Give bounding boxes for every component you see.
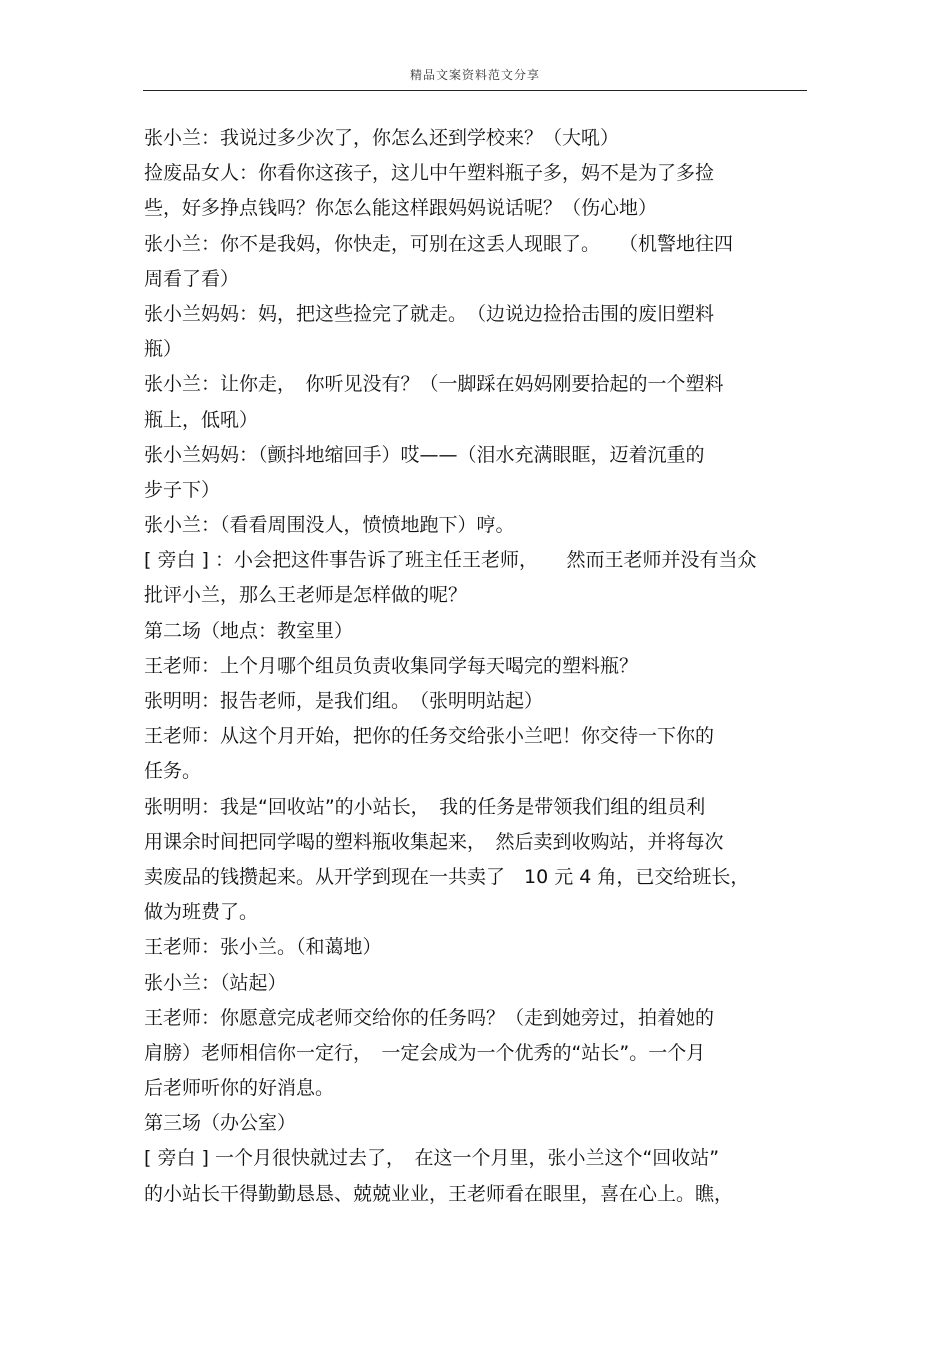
- text-line: 张小兰：（看看周围没人，愤愤地跑下）哼。: [144, 514, 515, 537]
- text-line: 瓶上，低吼）: [144, 408, 259, 431]
- text-line: 张小兰妈妈：妈，把这些捡完了就走。 （边说边捡拾击围的废旧塑料: [144, 302, 715, 325]
- text-line: 张小兰：让你走， 你听见没有？（一脚踩在妈妈刚要拾起的一个塑料: [144, 373, 724, 396]
- text-line: 任务。: [144, 760, 202, 783]
- text-line: 张小兰妈妈：（颤抖地缩回手）哎——（泪水充满眼眶，迈着沉重的: [144, 443, 705, 466]
- page-header: 精品文案资料范文分享: [409, 68, 540, 82]
- text-line: 用课余时间把同学喝的塑料瓶收集起来， 然后卖到收购站，并将每次: [144, 830, 724, 853]
- text-line: 卖废品的钱攒起来。从开学到现在一共卖了 10 元 4 角，已交给班长，: [144, 865, 750, 888]
- text-line: 第三场（办公室）: [144, 1112, 297, 1135]
- text-line: 王老师：你愿意完成老师交给你的任务吗？（走到她旁过，拍着她的: [144, 1006, 715, 1029]
- text-line: 张明明：我是“回收站”的小站长， 我的任务是带领我们组的组员利: [144, 795, 706, 818]
- text-line: 张小兰：你不是我妈，你快走，可别在这丢人现眼了。 （机警地往四: [144, 232, 734, 255]
- text-line: 张小兰：（站起）: [144, 971, 287, 994]
- text-line: 第二场（地点：教室里）: [144, 619, 354, 642]
- text-line: 做为班费了。: [144, 901, 259, 924]
- text-line: 些，好多挣点钱吗？你怎么能这样跟妈妈说话呢？（伤心地）: [144, 197, 658, 220]
- text-line: 批评小兰，那么王老师是怎样做的呢？: [144, 584, 468, 607]
- text-line: 步子下）: [144, 478, 221, 501]
- header-divider: [143, 90, 807, 91]
- text-line: 王老师：张小兰。（和蔼地）: [144, 936, 382, 959]
- text-line: 后老师听你的好消息。: [144, 1077, 335, 1100]
- text-line: 王老师：上个月哪个组员负责收集同学每天喝完的塑料瓶？: [144, 654, 639, 677]
- text-line: 张小兰：我说过多少次了，你怎么还到学校来？（大吼）: [144, 127, 620, 149]
- text-line: 的小站长干得勤勤恳恳、兢兢业业，王老师看在眼里，喜在心上。瞧，: [144, 1182, 734, 1205]
- text-line: [ 旁白 ] 一个月很快就过去了， 在这一个月里，张小兰这个“回收站”: [144, 1147, 720, 1170]
- text-line: 王老师：从这个月开始，把你的任务交给张小兰吧！你交待一下你的: [144, 725, 715, 748]
- script-body: [144, 121, 808, 1212]
- text-line: 瓶）: [144, 338, 183, 361]
- text-line: 周看了看）: [144, 267, 240, 290]
- text-line: [ 旁白 ] ：小会把这件事告诉了班主任王老师， 然而王老师并没有当众: [144, 549, 757, 572]
- text-line: 肩膀）老师相信你一定行， 一定会成为一个优秀的“站长”。一个月: [144, 1041, 706, 1064]
- text-line: 张明明：报告老师，是我们组。 （张明明站起）: [144, 690, 544, 712]
- text-line: 捡废品女人：你看你这孩子，这儿中午塑料瓶子多，妈不是为了多捡: [144, 162, 715, 185]
